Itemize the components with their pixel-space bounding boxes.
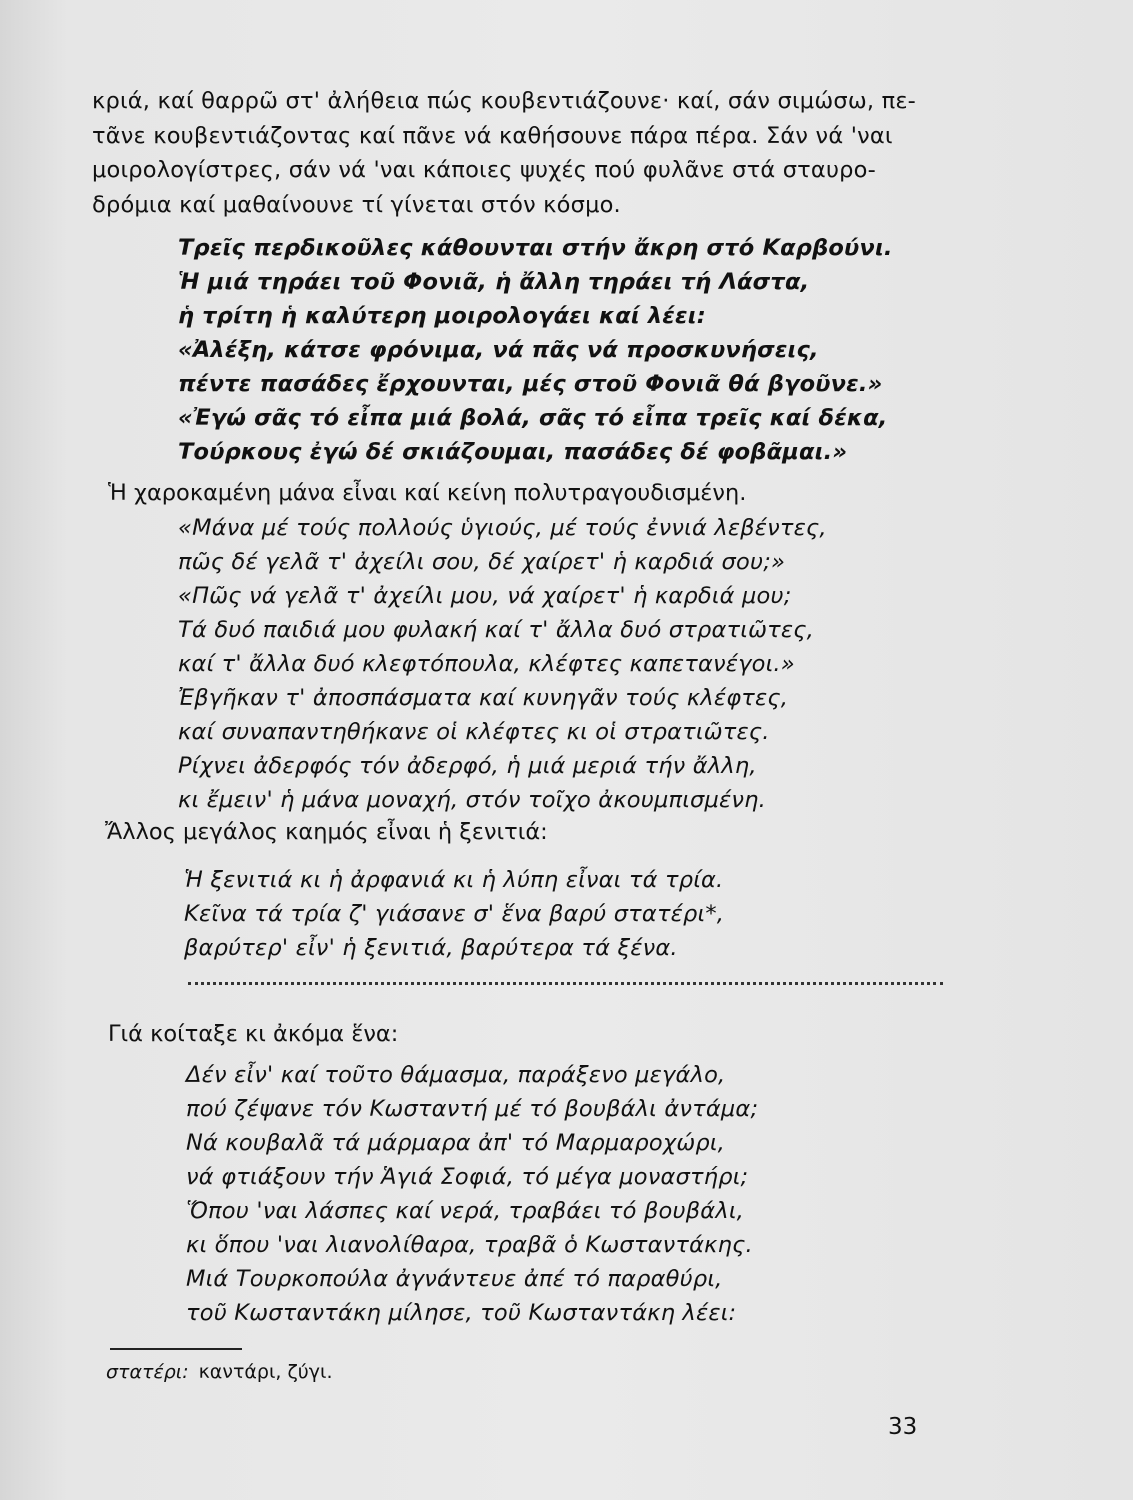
verse-stanza-kostantis — [186, 1058, 758, 1330]
verse-line: Τούρκους ἐγώ δέ σκιάζουμαι, πασάδες δέ φοβᾶμαι.» — [178, 439, 848, 465]
verse-stanza-mother — [178, 511, 827, 817]
verse-line: Νά κουβαλᾶ τά μάρμαρα ἀπ' τό Μαρμαροχώρι, — [186, 1130, 726, 1156]
verse-line: νά φτιάξουν τήν Ἁγιά Σοφιά, τό μέγα μοναστήρι; — [186, 1164, 749, 1190]
prose-line: δρόμια καί μαθαίνουνε τί γίνεται στόν κόσμο. — [92, 191, 621, 218]
page-number: 33 — [888, 1414, 918, 1440]
verse-line: κι ὅπου 'ναι λιανολίθαρα, τραβᾶ ὁ Κωσταντάκης. — [186, 1232, 753, 1258]
dotted-separator — [188, 978, 943, 985]
verse-line: πού ζέψανε τόν Κωσταντή μέ τό βουβάλι ἀντάμα; — [186, 1096, 759, 1122]
verse-line: πέντε πασάδες ἔρχουνται, μές στοῦ Φονιᾶ θά βγοῦνε.» — [178, 371, 883, 397]
verse-stanza-partridges — [178, 231, 893, 469]
verse-line: «Ἐγώ σᾶς τό εἶπα μιά βολά, σᾶς τό εἶπα τρεῖς καί δέκα, — [178, 405, 888, 431]
prose-line: μοιρολογίστρες, σάν νά 'ναι κάποιες ψυχές πού φυλᾶνε στά σταυρο- — [92, 157, 876, 183]
verse-line: Ἐβγῆκαν τ' ἀποσπάσματα καί κυνηγᾶν τούς κλέφτες, — [178, 685, 789, 711]
verse-line: Τά δυό παιδιά μου φυλακή καί τ' ἄλλα δυό στρατιῶτες, — [178, 617, 814, 643]
verse-line: Ἡ μιά τηράει τοῦ Φονιᾶ, ἡ ἄλλη τηράει τή Λάστα, — [178, 269, 810, 295]
verse-line: Τρεῖς περδικοῦλες κάθουνται στήν ἄκρη στό Καρβούνι. — [178, 235, 893, 261]
verse-line: πῶς δέ γελᾶ τ' ἀχείλι σου, δέ χαίρετ' ἡ καρδιά σου;» — [178, 549, 786, 575]
verse-stanza-exile — [184, 863, 724, 965]
prose-line: τᾶνε κουβεντιάζοντας καί πᾶνε νά καθήσουνε πάρα πέρα. Σάν νά 'ναι — [92, 122, 893, 149]
prose-paragraph — [92, 84, 932, 222]
verse-line: ἡ τρίτη ἡ καλύτερη μοιρολογάει καί λέει: — [178, 303, 706, 329]
intro-mother: Ἡ χαροκαμένη μάνα εἶναι καί κείνη πολυτραγουδισμένη. — [108, 480, 747, 506]
intro-another: Γιά κοίταξε κι ἀκόμα ἕνα: — [108, 1021, 399, 1047]
verse-line: Ρίχνει ἀδερφός τόν ἀδερφό, ἡ μιά μεριά τήν ἄλλη, — [178, 753, 757, 779]
verse-line: βαρύτερ' εἶν' ἡ ξενιτιά, βαρύτερα τά ξένα. — [184, 935, 678, 961]
verse-line: Δέν εἶν' καί τοῦτο θάμασμα, παράξενο μεγάλο, — [186, 1062, 726, 1088]
footnote — [106, 1361, 333, 1383]
verse-line: Ὅπου 'ναι λάσπες καί νερά, τραβάει τό βουβάλι, — [186, 1198, 744, 1224]
verse-line: Ἡ ξενιτιά κι ἡ ἀρφανιά κι ἡ λύπη εἶναι τά τρία. — [184, 867, 724, 893]
intro-exile: Ἄλλος μεγάλος καημός εἶναι ἡ ξενιτιά: — [105, 819, 548, 845]
verse-line: τοῦ Κωσταντάκη μίλησε, τοῦ Κωσταντάκη λέει: — [186, 1300, 737, 1326]
verse-line: Μιά Τουρκοπούλα ἀγνάντευε ἀπέ τό παραθύρι, — [186, 1266, 723, 1292]
verse-line: κι ἔμειν' ἡ μάνα μοναχή, στόν τοῖχο ἀκουμπισμένη. — [178, 787, 766, 813]
verse-line: «Πῶς νά γελᾶ τ' ἀχείλι μου, νά χαίρετ' ἡ καρδιά μου; — [178, 583, 792, 609]
verse-line: Κεῖνα τά τρία ζ' γιάσανε σ' ἕνα βαρύ στατέρι*, — [184, 901, 725, 927]
verse-line: «Ἀλέξη, κάτσε φρόνιμα, νά πᾶς νά προσκυνήσεις, — [178, 337, 819, 363]
footnote-rule — [110, 1348, 242, 1350]
verse-line: «Μάνα μέ τούς πολλούς ὑγιούς, μέ τούς ἐννιά λεβέντες, — [178, 515, 827, 541]
verse-line: καί συναπαντηθήκανε οἱ κλέφτες κι οἱ στρατιῶτες. — [178, 719, 770, 745]
footnote-term: στατέρι: — [106, 1361, 189, 1383]
footnote-definition: καντάρι, ζύγι. — [198, 1361, 333, 1383]
verse-line: καί τ' ἄλλα δυό κλεφτόπουλα, κλέφτες καπετανέγοι.» — [178, 651, 795, 677]
prose-line: κριά, καί θαρρῶ στ' ἀλήθεια πώς κουβεντιάζουνε· καί, σάν σιμώσω, πε- — [92, 88, 916, 114]
